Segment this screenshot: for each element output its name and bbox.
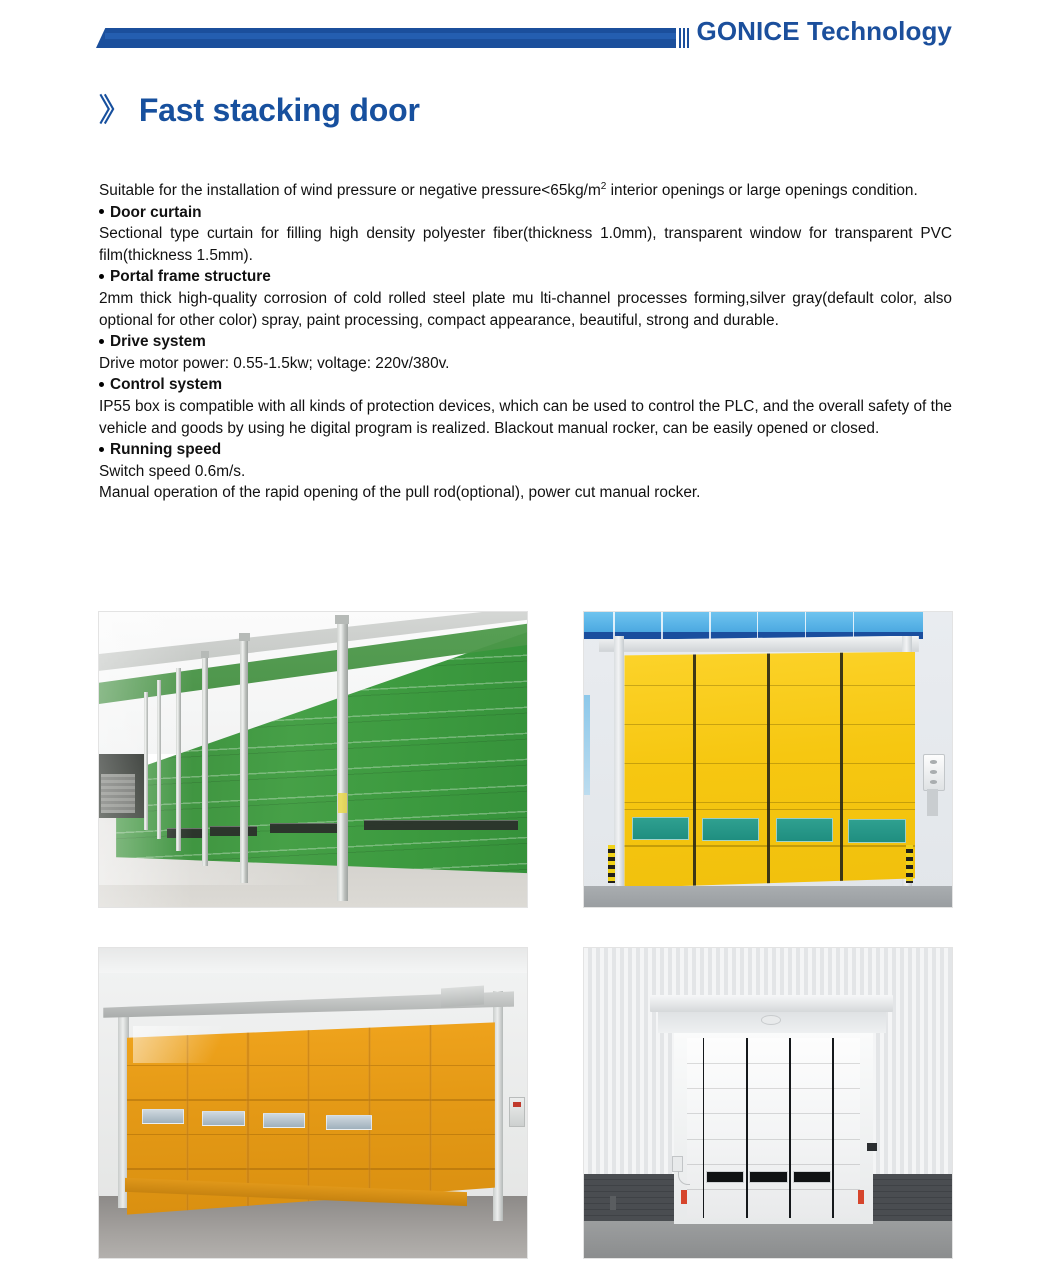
window-mullion — [709, 612, 711, 639]
slat-seam — [127, 1134, 495, 1135]
control-panel[interactable] — [509, 1097, 525, 1127]
vision-window — [793, 1171, 831, 1183]
slat-seam — [127, 1065, 495, 1066]
panel-divider — [789, 1038, 791, 1218]
vision-window — [632, 817, 689, 840]
photo-white-door — [584, 948, 952, 1258]
section-heading-text: Control system — [110, 376, 223, 394]
section-body-door-curtain: Sectional type curtain for filling high density polyester fiber(thickness 1.0mm), transparent window for transparent PVC film(thickness 1.5mm). — [99, 225, 952, 264]
curtain-highlight — [133, 1026, 261, 1063]
clerestory-window-band — [584, 612, 923, 639]
vision-window — [776, 818, 833, 841]
photo-yellow-door-scene — [584, 612, 952, 907]
safety-bollard — [681, 1190, 687, 1204]
white-door-curtain — [687, 1038, 860, 1218]
intro-superscript: 2 — [600, 180, 607, 192]
panel-divider — [693, 652, 696, 888]
control-button[interactable] — [930, 780, 938, 784]
floor — [584, 886, 952, 907]
drive-motor-housing — [441, 985, 484, 1007]
photo-green-doors-scene — [99, 612, 527, 907]
photo-yellow-door — [584, 612, 952, 907]
bollard-post — [610, 1196, 616, 1210]
door-jamb-left — [614, 636, 624, 890]
ceiling — [99, 948, 527, 973]
section-body-drive-system: Drive motor power: 0.55-1.5kw; voltage: 220v/380v. — [99, 354, 450, 372]
vision-window — [702, 818, 759, 841]
vision-window — [749, 1171, 787, 1183]
slat-seam — [624, 724, 915, 726]
section-heading-text: Door curtain — [110, 203, 202, 221]
brand-logo-text: GONICE Technology — [696, 16, 952, 46]
section-body-running-speed-extra: Manual operation of the rapid opening of the pull rod(optional), power cut manual rocker. — [99, 484, 701, 502]
safety-bollard — [608, 845, 615, 883]
window-mullion — [661, 612, 663, 639]
control-box-conduit — [927, 789, 938, 816]
wall-control-box[interactable] — [672, 1156, 683, 1172]
window-mullion — [613, 612, 615, 639]
vision-window — [848, 819, 905, 842]
vision-window — [142, 1109, 184, 1124]
slat-seam — [624, 809, 915, 811]
vision-window — [706, 1171, 744, 1183]
panel-divider — [746, 1038, 748, 1218]
photo-white-door-scene — [584, 948, 952, 1258]
slat-seam — [624, 802, 915, 804]
slat-seam — [127, 1168, 495, 1169]
wall-control-box[interactable] — [923, 754, 945, 791]
section-heading-text: Drive system — [110, 333, 206, 351]
panel-divider — [703, 1038, 705, 1218]
vision-window — [263, 1113, 305, 1128]
safety-bollard — [906, 845, 913, 883]
photo-green-doors — [99, 612, 527, 907]
page-title-text: Fast stacking door — [138, 92, 420, 128]
slat-seam — [624, 845, 915, 847]
slat-seam — [624, 685, 915, 687]
control-button[interactable] — [930, 770, 938, 774]
section-body-running-speed: Switch speed 0.6m/s. — [99, 462, 246, 480]
photo-edge-light — [99, 612, 527, 907]
vision-window — [326, 1115, 372, 1130]
slat-seam — [624, 763, 915, 765]
section-heading-text: Portal frame structure — [110, 268, 271, 286]
emergency-button[interactable] — [513, 1102, 521, 1106]
window-mullion — [853, 612, 855, 639]
slat-seam — [127, 1099, 495, 1100]
section-body-control-system: IP55 box is compatible with all kinds of protection devices, which can be used to control the PLC, and the overall safety of the vehicle and goods by using he digital program is realized. Blackout manual rocker, can be easily opened or closed. — [99, 397, 952, 437]
wall-sign — [867, 1143, 877, 1151]
window-mullion — [805, 612, 807, 639]
intro-text: Suitable for the installation of wind pressure or negative pressure<65kg/m — [99, 182, 601, 199]
control-button[interactable] — [930, 760, 938, 764]
photo-orange-door-scene — [99, 948, 527, 1258]
double-chevron-icon: 》 — [99, 93, 130, 128]
side-window — [584, 695, 590, 795]
panel-divider — [832, 1038, 834, 1218]
ceiling-lamp — [761, 1015, 781, 1025]
vision-window — [202, 1111, 244, 1126]
panel-divider — [840, 652, 843, 888]
section-body-portal-frame: 2mm thick high-quality corrosion of cold rolled steel plate mu lti-channel processes forming,silver gray(default color, also optional for other color) spray, paint processing, compact appearance, beautiful, strong and durable. — [99, 289, 952, 329]
panel-divider — [767, 652, 770, 888]
section-heading-text: Running speed — [110, 441, 222, 459]
asphalt-ground — [584, 1221, 952, 1258]
photo-orange-door — [99, 948, 527, 1258]
window-mullion — [757, 612, 759, 639]
panel-divider — [429, 1022, 432, 1214]
safety-bollard — [858, 1190, 864, 1204]
yellow-door-curtain — [624, 652, 915, 888]
entrance-canopy — [650, 995, 893, 1012]
intro-tail: interior openings or large openings condition. — [606, 182, 918, 199]
